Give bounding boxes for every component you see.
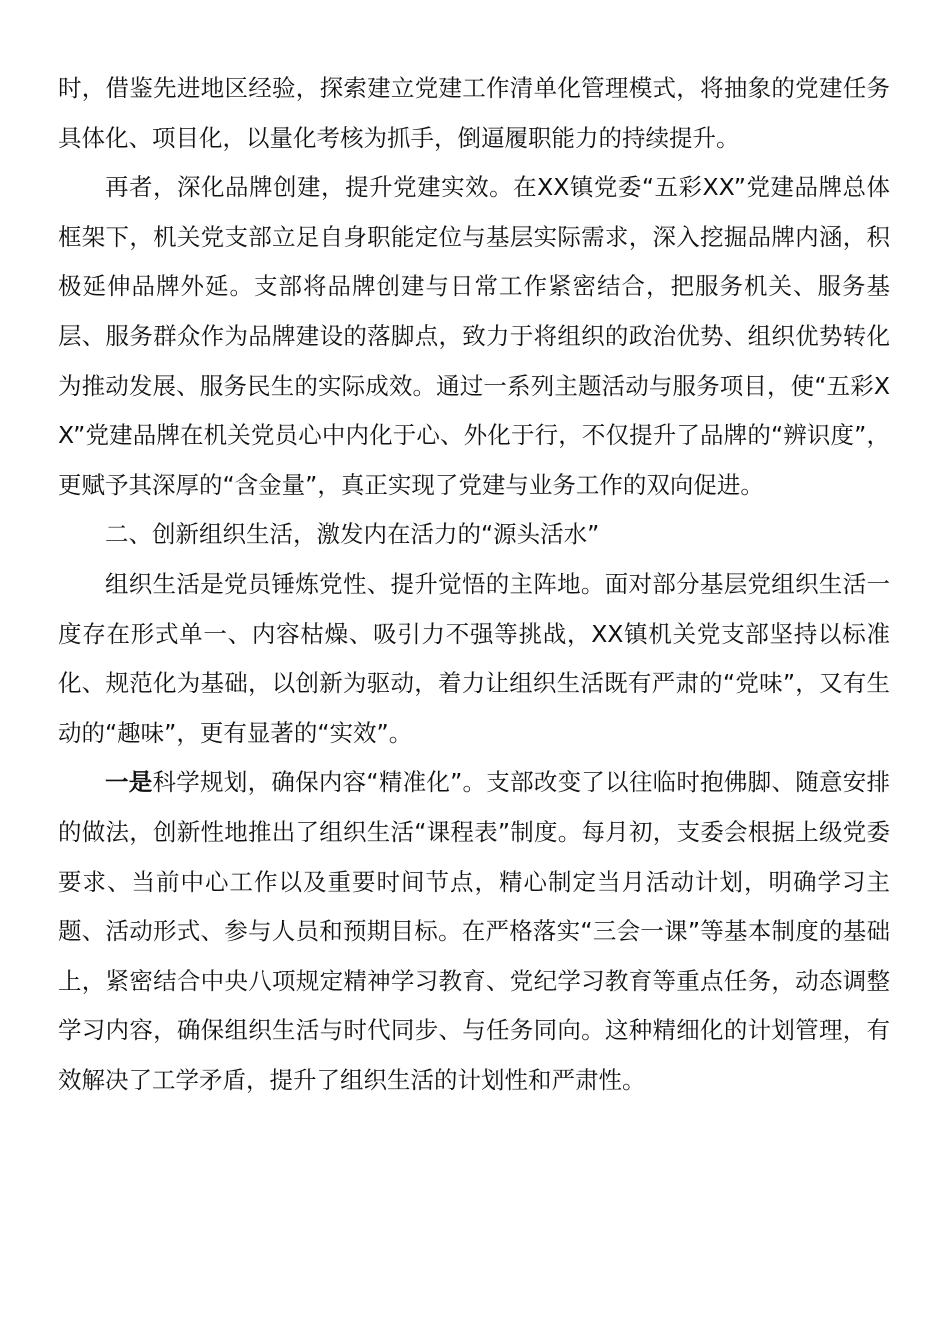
paragraph-brand-building: 再者，深化品牌创建，提升党建实效。在XX镇党委“五彩XX”党建品牌总体框架下，机关党支部立足自身职能定位与基层实际需求，深入挖掘品牌内涵，积极延伸品牌外延。支部将品牌创建与日常工作紧密结合，把服务机关、服务基层、服务群众作为品牌建设的落脚点，致力于将组织的政治优势、组织优势转化为推动发展、服务民生的实际成效。通过一系列主题活动与服务项目，使“五彩XX”党建品牌在机关党员心中内化于心、外化于行，不仅提升了品牌的“辨识度”，更赋予其深厚的“含金量”，真正实现了党建与业务工作的双向促进。 [58, 173, 890, 499]
paragraph-continuation: 时，借鉴先进地区经验，探索建立党建工作清单化管理模式，将抽象的党建任务具体化、项目化，以量化考核为抓手，倒逼履职能力的持续提升。 [58, 74, 890, 152]
document-body [58, 64, 890, 1105]
paragraph-organizational-life: 组织生活是党员锤炼党性、提升觉悟的主阵地。面对部分基层党组织生活一度存在形式单一、内容枯燥、吸引力不强等挑战，XX镇机关党支部坚持以标准化、规范化为基础，以创新为驱动，着力让组织生活既有严肃的“党味”，又有生动的“趣味”，更有显著的“实效”。 [58, 569, 890, 747]
point-one-lead: 一是 [105, 768, 153, 797]
paragraph-point-one [58, 758, 890, 1105]
point-one-text: 科学规划，确保内容“精准化”。支部改变了以往临时抱佛脚、随意安排的做法，创新性地推出了组织生活“课程表”制度。每月初，支委会根据上级党委要求、当前中心工作以及重要时间节点，精心制定当月活动计划，明确学习主题、活动形式、参与人员和预期目标。在严格落实“三会一课”等基本制度的基础上，紧密结合中央八项规定精神学习教育、党纪学习教育等重点任务，动态调整学习内容，确保组织生活与时代同步、与任务同向。这种精细化的计划管理，有效解决了工学矛盾，提升了组织生活的计划性和严肃性。 [58, 768, 890, 1094]
section-heading-2: 二、创新组织生活，激发内在活力的“源头活水” [105, 520, 600, 549]
